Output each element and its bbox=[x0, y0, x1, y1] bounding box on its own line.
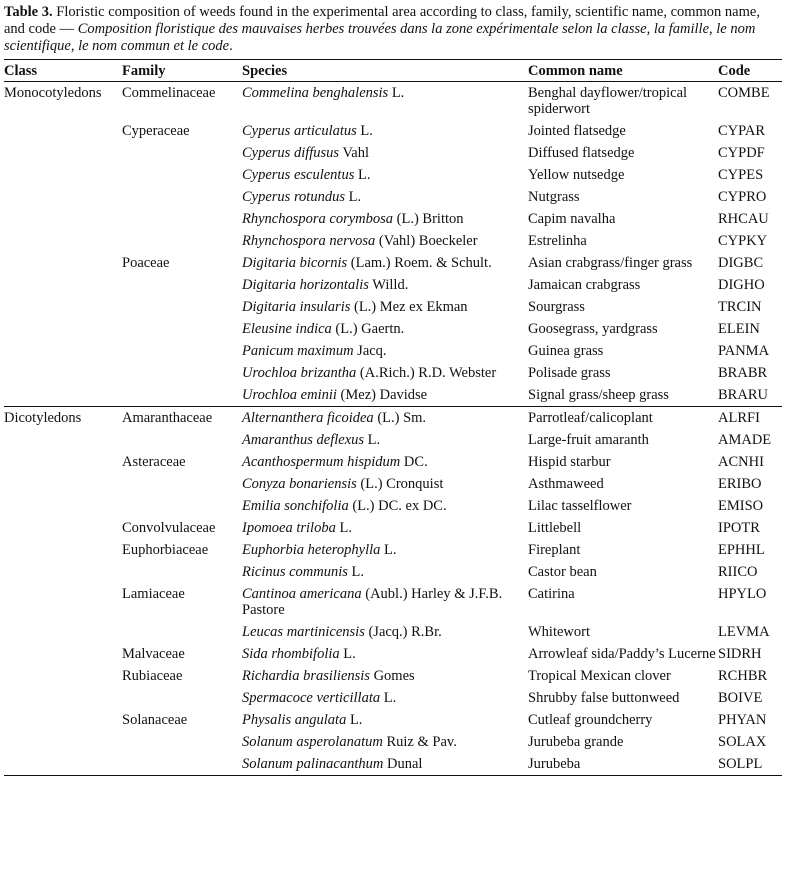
table-row bbox=[4, 709, 782, 731]
cell-code: SIDRH bbox=[718, 646, 762, 662]
cell-species bbox=[242, 82, 528, 121]
cell-species bbox=[242, 362, 528, 384]
cell-class bbox=[4, 709, 122, 731]
species-author: (Aubl.) Harley & J.F.B. Pastore bbox=[242, 586, 503, 618]
cell-family bbox=[122, 164, 242, 186]
cell-species bbox=[242, 252, 528, 274]
cell-species bbox=[242, 186, 528, 208]
cell-class bbox=[4, 120, 122, 142]
cell-code: BRARU bbox=[718, 387, 768, 403]
cell-common-name: Capim navalha bbox=[528, 211, 616, 227]
cell-code: ALRFI bbox=[718, 407, 782, 430]
species-scientific-name: Spermacoce verticillata bbox=[242, 690, 381, 706]
cell-family bbox=[122, 753, 242, 776]
cell-common-name: Estrelinha bbox=[528, 233, 587, 249]
cell-class bbox=[4, 495, 122, 517]
species-scientific-name: Urochloa brizantha bbox=[242, 365, 357, 381]
species-scientific-name: Solanum asperolanatum bbox=[242, 734, 383, 750]
cell-code: COMBE bbox=[718, 85, 770, 101]
cell-code: CYPKY bbox=[718, 233, 768, 249]
species-author: L. bbox=[380, 690, 397, 706]
species-author: Jacq. bbox=[353, 343, 387, 359]
cell-family: Solanaceae bbox=[122, 712, 188, 728]
species-scientific-name: Digitaria insularis bbox=[242, 299, 351, 315]
species-author: (Lam.) Roem. & Schult. bbox=[347, 255, 492, 271]
cell-class: Monocotyledons bbox=[4, 85, 102, 101]
cell-common-name: Guinea grass bbox=[528, 343, 604, 359]
cell-code: CYPES bbox=[718, 167, 764, 183]
cell-family bbox=[122, 340, 242, 362]
cell-species bbox=[242, 643, 528, 665]
cell-family bbox=[122, 362, 242, 384]
cell-species bbox=[242, 517, 528, 539]
cell-species bbox=[242, 753, 528, 776]
species-author: L. bbox=[339, 646, 356, 662]
species-scientific-name: Ipomoea triloba bbox=[242, 520, 336, 536]
table-row bbox=[4, 318, 782, 340]
table-row bbox=[4, 274, 782, 296]
cell-common-name: Shrubby false buttonweed bbox=[528, 690, 680, 706]
species-scientific-name: Sida rhombifolia bbox=[242, 646, 340, 662]
table-row bbox=[4, 230, 782, 252]
cell-code: CYPAR bbox=[718, 123, 766, 139]
table-body bbox=[4, 82, 782, 776]
cell-species bbox=[242, 318, 528, 340]
table-row bbox=[4, 495, 782, 517]
species-author: L. bbox=[347, 564, 365, 580]
cell-class bbox=[4, 687, 122, 709]
cell-common-name: Large-fruit amaranth bbox=[528, 432, 649, 448]
cell-common-name: Yellow nutsedge bbox=[528, 167, 625, 183]
cell-common-name: Jurubeba bbox=[528, 753, 718, 776]
species-scientific-name: Commelina benghalensis bbox=[242, 85, 389, 101]
cell-class bbox=[4, 665, 122, 687]
table-row bbox=[4, 384, 782, 407]
species-author: (Vahl) Boeckeler bbox=[375, 233, 478, 249]
species-scientific-name: Alternanthera ficoidea bbox=[242, 410, 374, 426]
species-scientific-name: Richardia brasiliensis bbox=[242, 668, 370, 684]
species-scientific-name: Ricinus communis bbox=[242, 564, 348, 580]
cell-common-name: Cutleaf groundcherry bbox=[528, 712, 653, 728]
cell-common-name: Parrotleaf/calicoplant bbox=[528, 407, 718, 430]
table-row bbox=[4, 621, 782, 643]
cell-code: CYPDF bbox=[718, 145, 765, 161]
table-row bbox=[4, 451, 782, 473]
species-author: Gomes bbox=[369, 668, 415, 684]
species-author: (Mez) Davidse bbox=[336, 387, 428, 403]
table-header bbox=[4, 60, 782, 82]
cell-common-name: Asthmaweed bbox=[528, 476, 604, 492]
cell-family bbox=[122, 186, 242, 208]
species-scientific-name: Rhynchospora nervosa bbox=[242, 233, 376, 249]
species-author: L. bbox=[380, 542, 397, 558]
species-author: (L.) Gaertn. bbox=[331, 321, 405, 337]
cell-family: Convolvulaceae bbox=[122, 520, 216, 536]
cell-class bbox=[4, 473, 122, 495]
species-scientific-name: Eleusine indica bbox=[242, 321, 332, 337]
caption-english: Floristic composition of weeds found in the experimental area according to class, family, scientific name, common name, and code — bbox=[4, 4, 760, 37]
cell-common-name: Catirina bbox=[528, 586, 575, 602]
cell-common-name: Jointed flatsedge bbox=[528, 123, 626, 139]
table-row bbox=[4, 142, 782, 164]
table-row bbox=[4, 82, 782, 121]
cell-class bbox=[4, 230, 122, 252]
cell-common-name: Whitewort bbox=[528, 624, 591, 640]
cell-class bbox=[4, 583, 122, 621]
cell-common-name: Castor bean bbox=[528, 564, 597, 580]
cell-family: Asteraceae bbox=[122, 454, 186, 470]
cell-code: PHYAN bbox=[718, 712, 767, 728]
species-author: L. bbox=[346, 712, 363, 728]
cell-species bbox=[242, 561, 528, 583]
table-row bbox=[4, 120, 782, 142]
cell-species bbox=[242, 539, 528, 561]
species-scientific-name: Cantinoa americana bbox=[242, 586, 362, 602]
cell-class bbox=[4, 208, 122, 230]
species-scientific-name: Digitaria bicornis bbox=[242, 255, 348, 271]
cell-class bbox=[4, 429, 122, 451]
cell-class bbox=[4, 731, 122, 753]
cell-class bbox=[4, 186, 122, 208]
cell-code: ELEIN bbox=[718, 321, 760, 337]
cell-class bbox=[4, 451, 122, 473]
cell-code: ERIBO bbox=[718, 476, 762, 492]
cell-class bbox=[4, 539, 122, 561]
cell-family: Amaranthaceae bbox=[122, 407, 242, 430]
cell-species bbox=[242, 621, 528, 643]
table-row bbox=[4, 665, 782, 687]
cell-species bbox=[242, 208, 528, 230]
cell-species bbox=[242, 709, 528, 731]
cell-code: LEVMA bbox=[718, 624, 770, 640]
species-author: (L.) Mez ex Ekman bbox=[350, 299, 468, 315]
header-code: Code bbox=[718, 63, 751, 79]
species-scientific-name: Digitaria horizontalis bbox=[242, 277, 369, 293]
cell-species bbox=[242, 296, 528, 318]
cell-family: Lamiaceae bbox=[122, 586, 185, 602]
cell-code: SOLAX bbox=[718, 734, 767, 750]
cell-family bbox=[122, 274, 242, 296]
cell-class bbox=[4, 362, 122, 384]
cell-species bbox=[242, 687, 528, 709]
cell-class bbox=[4, 340, 122, 362]
species-author: (L.) Cronquist bbox=[356, 476, 444, 492]
species-author: L. bbox=[364, 432, 381, 448]
table-row bbox=[4, 296, 782, 318]
species-scientific-name: Cyperus rotundus bbox=[242, 189, 345, 205]
species-scientific-name: Acanthospermum hispidum bbox=[242, 454, 401, 470]
cell-code: EMISO bbox=[718, 498, 764, 514]
table-row bbox=[4, 340, 782, 362]
species-scientific-name: Cyperus diffusus bbox=[242, 145, 340, 161]
cell-common-name: Tropical Mexican clover bbox=[528, 668, 671, 684]
species-scientific-name: Urochloa eminii bbox=[242, 387, 337, 403]
cell-common-name: Hispid starbur bbox=[528, 454, 611, 470]
cell-code: EPHHL bbox=[718, 542, 765, 558]
cell-species bbox=[242, 274, 528, 296]
cell-family bbox=[122, 621, 242, 643]
cell-common-name: Signal grass/sheep grass bbox=[528, 387, 669, 403]
cell-species bbox=[242, 384, 528, 407]
species-author: (L.) Britton bbox=[393, 211, 464, 227]
table-row bbox=[4, 473, 782, 495]
cell-code: RHCAU bbox=[718, 211, 769, 227]
cell-common-name: Jurubeba grande bbox=[528, 734, 624, 750]
species-scientific-name: Cyperus esculentus bbox=[242, 167, 355, 183]
cell-class bbox=[4, 142, 122, 164]
species-scientific-name: Leucas martinicensis bbox=[242, 624, 365, 640]
cell-common-name: Sourgrass bbox=[528, 299, 585, 315]
cell-family: Cyperaceae bbox=[122, 123, 190, 139]
cell-class bbox=[4, 164, 122, 186]
species-scientific-name: Cyperus articulatus bbox=[242, 123, 357, 139]
cell-code: CYPRO bbox=[718, 189, 767, 205]
species-author: (L.) DC. ex DC. bbox=[348, 498, 447, 514]
cell-family bbox=[122, 318, 242, 340]
cell-species bbox=[242, 473, 528, 495]
species-author: (L.) Sm. bbox=[373, 410, 427, 426]
cell-class bbox=[4, 753, 122, 776]
table-row bbox=[4, 407, 782, 430]
cell-common-name: Nutgrass bbox=[528, 189, 580, 205]
species-author: Willd. bbox=[368, 277, 409, 293]
species-scientific-name: Conyza bonariensis bbox=[242, 476, 357, 492]
species-author: (A.Rich.) R.D. Webster bbox=[356, 365, 497, 381]
cell-code: DIGHO bbox=[718, 277, 765, 293]
cell-family: Commelinaceae bbox=[122, 85, 216, 101]
cell-common-name: Lilac tasselflower bbox=[528, 498, 632, 514]
cell-code: BOIVE bbox=[718, 690, 763, 706]
table-row bbox=[4, 362, 782, 384]
cell-common-name: Fireplant bbox=[528, 542, 581, 558]
header-class: Class bbox=[4, 63, 38, 79]
cell-family bbox=[122, 208, 242, 230]
cell-species bbox=[242, 230, 528, 252]
header-row bbox=[4, 60, 782, 82]
cell-species bbox=[242, 731, 528, 753]
header-family: Family bbox=[122, 63, 166, 79]
table-row bbox=[4, 252, 782, 274]
cell-family: Poaceae bbox=[122, 255, 170, 271]
cell-species bbox=[242, 120, 528, 142]
table-row bbox=[4, 429, 782, 451]
cell-family: Rubiaceae bbox=[122, 668, 183, 684]
cell-code: BRABR bbox=[718, 365, 768, 381]
cell-species bbox=[242, 495, 528, 517]
species-scientific-name: Amaranthus deflexus bbox=[242, 432, 365, 448]
cell-family: Malvaceae bbox=[122, 646, 185, 662]
cell-code: RCHBR bbox=[718, 668, 768, 684]
header-common-name: Common name bbox=[528, 63, 623, 79]
table-row bbox=[4, 583, 782, 621]
species-scientific-name: Euphorbia heterophylla bbox=[242, 542, 381, 558]
cell-common-name: Polisade grass bbox=[528, 365, 611, 381]
caption-french: Composition floristique des mauvaises herbes trouvées dans la zone expérimentale selon la classe, la famille, le nom scientifique, le nom commun et le code bbox=[4, 21, 756, 54]
cell-family bbox=[122, 230, 242, 252]
cell-class: Dicotyledons bbox=[4, 407, 122, 430]
species-scientific-name: Physalis angulata bbox=[242, 712, 347, 728]
cell-class bbox=[4, 517, 122, 539]
cell-class bbox=[4, 252, 122, 274]
cell-species bbox=[242, 142, 528, 164]
cell-family bbox=[122, 687, 242, 709]
cell-common-name: Littlebell bbox=[528, 520, 582, 536]
species-scientific-name: Emilia sonchifolia bbox=[242, 498, 349, 514]
cell-code: ACNHI bbox=[718, 454, 764, 470]
cell-code: IPOTR bbox=[718, 520, 760, 536]
cell-species bbox=[242, 429, 528, 451]
species-scientific-name: Solanum palinacanthum bbox=[242, 756, 384, 772]
cell-class bbox=[4, 384, 122, 407]
species-author: Vahl bbox=[339, 145, 370, 161]
caption-label: Table 3. bbox=[4, 4, 53, 20]
species-scientific-name: Rhynchospora corymbosa bbox=[242, 211, 394, 227]
cell-family: Euphorbiaceae bbox=[122, 542, 209, 558]
cell-family bbox=[122, 142, 242, 164]
table-row bbox=[4, 517, 782, 539]
cell-class bbox=[4, 274, 122, 296]
cell-code: SOLPL bbox=[718, 753, 782, 776]
table-row bbox=[4, 687, 782, 709]
species-author: (Jacq.) R.Br. bbox=[364, 624, 442, 640]
cell-class bbox=[4, 643, 122, 665]
cell-code: PANMA bbox=[718, 343, 770, 359]
table-caption bbox=[4, 4, 782, 55]
cell-class bbox=[4, 318, 122, 340]
cell-family bbox=[122, 561, 242, 583]
species-author: L. bbox=[344, 189, 362, 205]
table-row bbox=[4, 208, 782, 230]
table-row bbox=[4, 186, 782, 208]
cell-species bbox=[242, 407, 528, 430]
cell-family bbox=[122, 731, 242, 753]
cell-family bbox=[122, 429, 242, 451]
cell-family bbox=[122, 495, 242, 517]
cell-common-name: Benghal dayflower/tropical spiderwort bbox=[528, 85, 688, 117]
cell-class bbox=[4, 621, 122, 643]
caption-end: . bbox=[229, 38, 233, 54]
species-author: DC. bbox=[400, 454, 428, 470]
species-author: L. bbox=[388, 85, 405, 101]
cell-family bbox=[122, 384, 242, 407]
species-author: L. bbox=[335, 520, 352, 536]
header-species: Species bbox=[242, 63, 288, 79]
table-row bbox=[4, 731, 782, 753]
cell-common-name: Asian crabgrass/finger grass bbox=[528, 255, 693, 271]
cell-class bbox=[4, 561, 122, 583]
table-row bbox=[4, 539, 782, 561]
cell-species bbox=[242, 665, 528, 687]
cell-common-name: Jamaican crabgrass bbox=[528, 277, 641, 293]
cell-code: AMADE bbox=[718, 432, 772, 448]
species-author: L. bbox=[354, 167, 371, 183]
cell-code: HPYLO bbox=[718, 586, 767, 602]
cell-code: RIICO bbox=[718, 564, 758, 580]
cell-species bbox=[242, 583, 528, 621]
species-author: Ruiz & Pav. bbox=[382, 734, 457, 750]
cell-family bbox=[122, 473, 242, 495]
cell-species bbox=[242, 340, 528, 362]
species-author: L. bbox=[356, 123, 373, 139]
cell-family bbox=[122, 296, 242, 318]
floristic-table bbox=[4, 59, 782, 776]
table-row bbox=[4, 561, 782, 583]
cell-species bbox=[242, 451, 528, 473]
cell-species bbox=[242, 164, 528, 186]
cell-code: DIGBC bbox=[718, 255, 764, 271]
cell-common-name: Arrowleaf sida/Paddy’s Lucerne bbox=[528, 646, 716, 662]
table-row bbox=[4, 643, 782, 665]
species-author: Dunal bbox=[383, 756, 423, 772]
cell-class bbox=[4, 296, 122, 318]
table-row bbox=[4, 164, 782, 186]
cell-common-name: Diffused flatsedge bbox=[528, 145, 635, 161]
table-row bbox=[4, 753, 782, 776]
species-scientific-name: Panicum maximum bbox=[242, 343, 354, 359]
cell-code: TRCIN bbox=[718, 299, 762, 315]
cell-common-name: Goosegrass, yardgrass bbox=[528, 321, 658, 337]
